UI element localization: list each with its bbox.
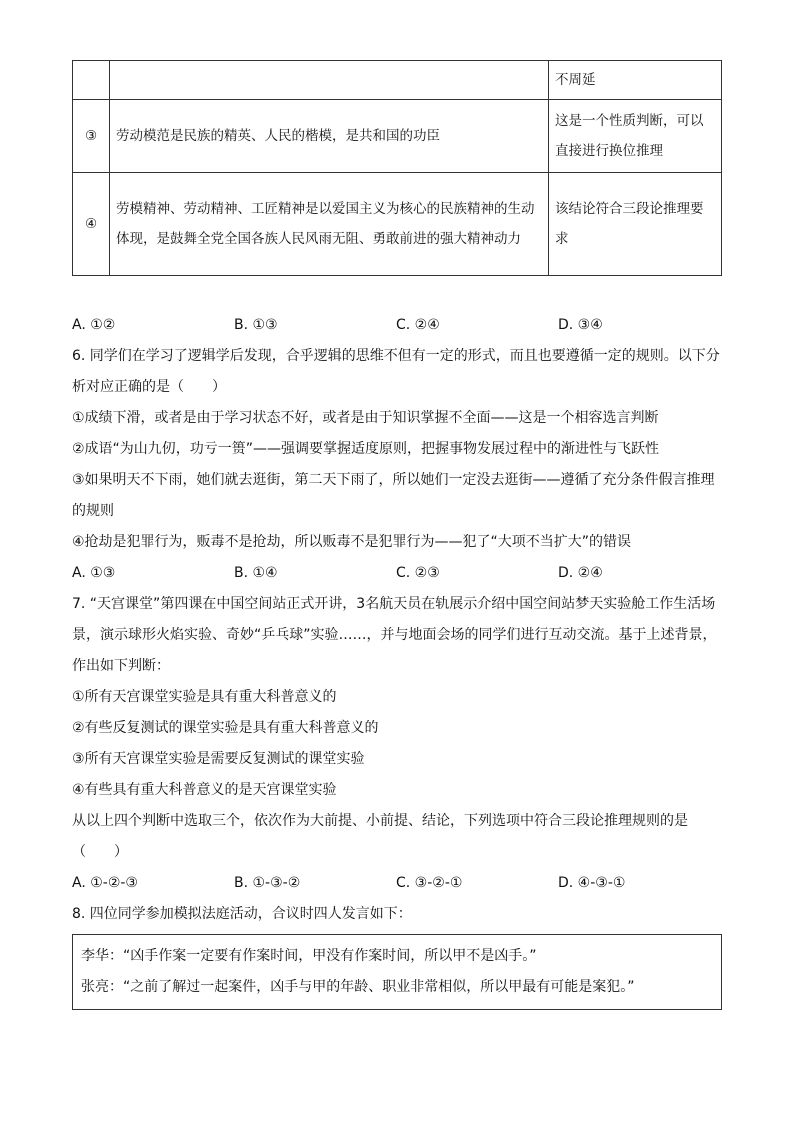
analysis-table [72,60,722,276]
row-number: ④ [73,173,110,276]
option-c[interactable]: C. ②④ [396,317,440,333]
row-content: 劳模精神、劳动精神、工匠精神是以爱国主义为核心的民族精神的生动体现，是鼓舞全党全国各族人民风雨无阻、勇敢前进的强大精神动力 [110,173,549,276]
q6-item: ②成语“为山九仞，功亏一篑”——强调要掌握适度原则，把握事物发展过程中的渐进性与飞跃性 [72,441,660,457]
q6-item: ①成绩下滑，或者是由于学习状态不好，或者是由于知识掌握不全面——这是一个相容选言判断 [72,410,659,426]
option-a[interactable]: A. ①② [72,317,116,333]
q7-question: （ ） [72,844,128,860]
q6-item: ④抢劫是犯罪行为，贩毒不是抢劫，所以贩毒不是犯罪行为——犯了“大项不当扩大”的错误 [72,534,632,550]
option-b[interactable]: B. ①③ [234,317,278,333]
table-row [73,61,722,100]
option-d[interactable]: D. ③④ [558,317,603,333]
q6-stem: 6. 同学们在学习了逻辑学后发现，合乎逻辑的思维不但有一定的形式，而且也要遵循一定的规则。以下分 [72,348,720,364]
row-note: 不周延 [549,61,722,100]
q7-stem: 作出如下判断： [72,658,170,674]
q6-options [72,558,722,589]
option-b[interactable]: B. ①④ [234,565,278,581]
q7-item: ②有些反复测试的课堂实验是具有重大科普意义的 [72,720,379,736]
q7-options [72,868,722,899]
q6-stem: 析对应正确的是（ ） [72,379,226,395]
question-8 [72,899,722,1010]
statement-zhang-liang: 张亮：“之前了解过一起案件，凶手与甲的年龄、职业非常相似，所以甲最有可能是案犯。” [81,979,635,995]
q6-item: ③如果明天不下雨，她们就去逛街，第二天下雨了，所以她们一定没去逛街——遵循了充分条件假言推理 [72,472,715,488]
row-content: 劳动模范是民族的精英、人民的楷模，是共和国的功臣 [110,100,549,173]
question-7 [72,589,722,899]
q5-options [72,310,722,341]
option-d[interactable]: D. ②④ [558,565,603,581]
q7-item: ④有些具有重大科普意义的是天宫课堂实验 [72,782,337,798]
table-row [73,100,722,173]
q6-item: 的规则 [72,503,114,519]
row-note: 该结论符合三段论推理要求 [549,173,722,276]
q7-stem: 7. “天宫课堂”第四课在中国空间站正式开讲，3名航天员在轨展示介绍中国空间站梦天实验舱工作生活场 [72,596,716,612]
q7-stem: 景，演示球形火焰实验、奇妙“乒乓球”实验……，并与地面会场的同学们进行互动交流。基于上述背景， [72,627,717,643]
q8-stem: 8. 四位同学参加模拟法庭活动，合议时四人发言如下： [72,906,412,922]
row-number: ③ [73,100,110,173]
q7-item: ①所有天宫课堂实验是具有重大科普意义的 [72,689,337,705]
statement-li-hua: 李华：“凶手作案一定要有作案时间，甲没有作案时间，所以甲不是凶手。” [81,948,537,964]
option-b[interactable]: B. ①-③-② [234,875,301,891]
exam-page [72,60,722,1010]
option-a[interactable]: A. ①③ [72,565,116,581]
row-number [73,61,110,100]
option-a[interactable]: A. ①-②-③ [72,875,138,891]
option-c[interactable]: C. ③-②-① [396,875,463,891]
option-d[interactable]: D. ④-③-① [558,875,626,891]
q7-question: 从以上四个判断中选取三个，依次作为大前提、小前提、结论，下列选项中符合三段论推理规则的是 [72,813,688,829]
question-6 [72,341,722,589]
row-note: 这是一个性质判断，可以直接进行换位推理 [549,100,722,173]
table-row [73,173,722,276]
statement-box [72,934,722,1010]
option-c[interactable]: C. ②③ [396,565,440,581]
row-content [110,61,549,100]
q7-item: ③所有天宫课堂实验是需要反复测试的课堂实验 [72,751,365,767]
